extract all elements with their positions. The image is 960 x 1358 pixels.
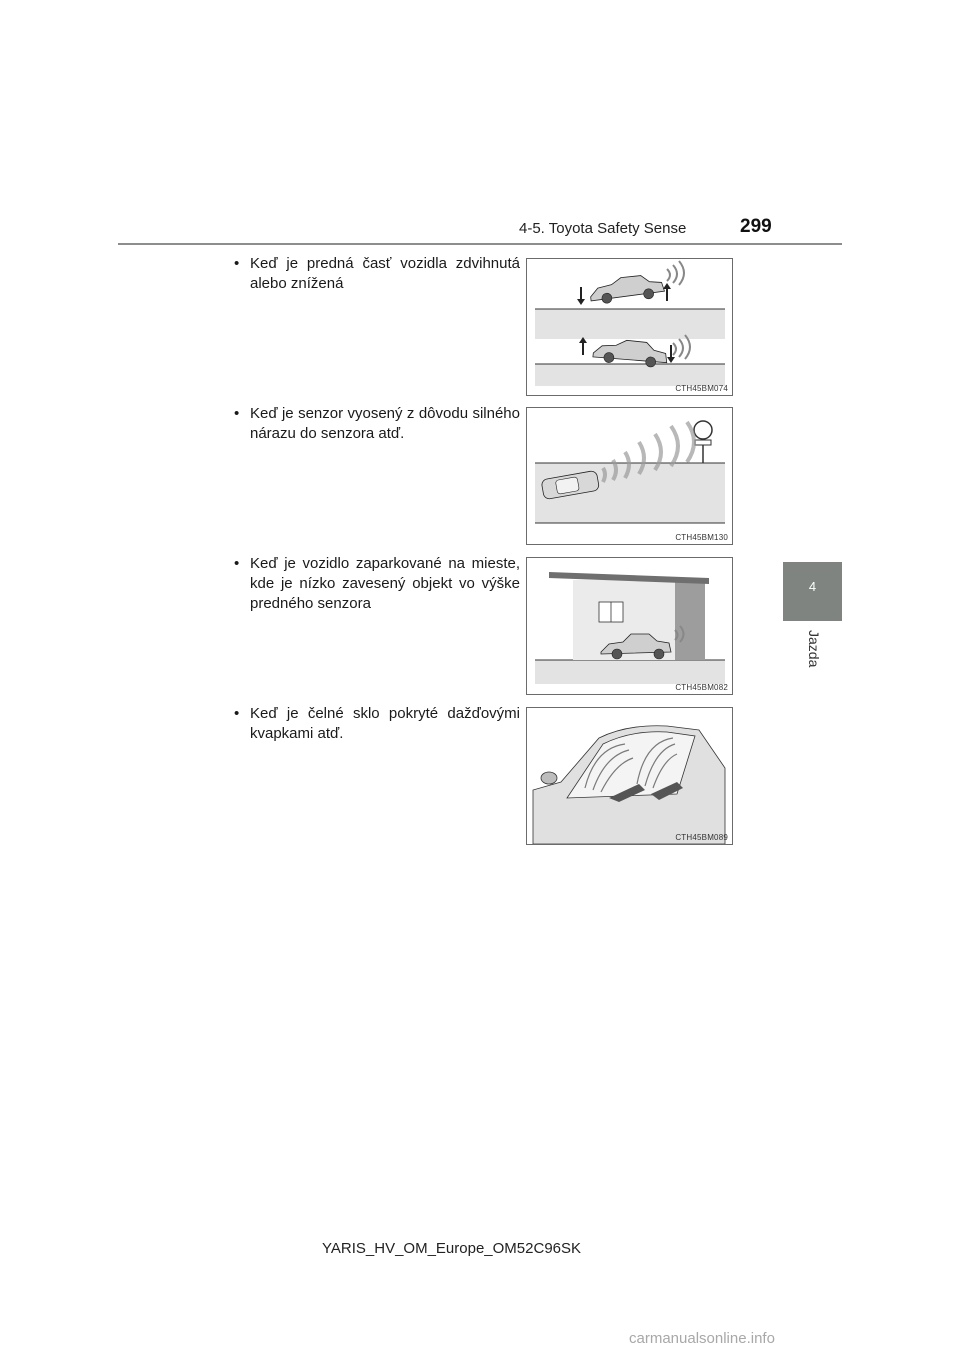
chapter-tab-number[interactable]: 4 <box>783 562 842 621</box>
illustration-misaligned-sensor <box>527 408 732 544</box>
figure-lifted-front-vehicle <box>526 258 733 396</box>
figure-code: CTH45BM089 <box>675 833 728 842</box>
chapter-tab-label: Jazda <box>806 630 822 668</box>
figure-code: CTH45BM074 <box>675 384 728 393</box>
figure-code: CTH45BM082 <box>675 683 728 692</box>
figure-code: CTH45BM130 <box>675 533 728 542</box>
document-id: YARIS_HV_OM_Europe_OM52C96SK <box>322 1240 582 1257</box>
list-item-text: Keď je predná časť vozidla zdvihnutá alebo znížená <box>250 255 520 292</box>
bullet-point: • <box>234 405 240 422</box>
figure-misaligned-sensor <box>526 407 733 545</box>
illustration-lifted-vehicle <box>527 259 732 395</box>
list-item <box>234 704 520 744</box>
list-item-text: Keď je senzor vyosený z dôvodu silného nárazu do senzora atď. <box>250 405 520 442</box>
list-item-text: Keď je čelné sklo pokryté dažďovými kvapkami atď. <box>250 705 520 742</box>
figure-low-hanging-object <box>526 557 733 695</box>
list-item-text: Keď je vozidlo zaparkované na mieste, kde je nízko zavesený objekt vo výške predného senzora <box>250 555 520 612</box>
header-divider <box>118 243 842 245</box>
bullet-point: • <box>234 555 240 572</box>
bullet-point: • <box>234 705 240 722</box>
list-item <box>234 254 520 294</box>
watermark: carmanualsonline.info <box>629 1330 775 1347</box>
page-number: 299 <box>740 216 772 237</box>
list-item <box>234 404 520 444</box>
section-title: 4-5. Toyota Safety Sense <box>519 220 687 237</box>
figure-rain-windshield <box>526 707 733 845</box>
illustration-parked-under-object <box>527 558 732 694</box>
bullet-point: • <box>234 255 240 272</box>
illustration-windshield-raindrops <box>527 708 732 844</box>
list-item <box>234 554 520 614</box>
